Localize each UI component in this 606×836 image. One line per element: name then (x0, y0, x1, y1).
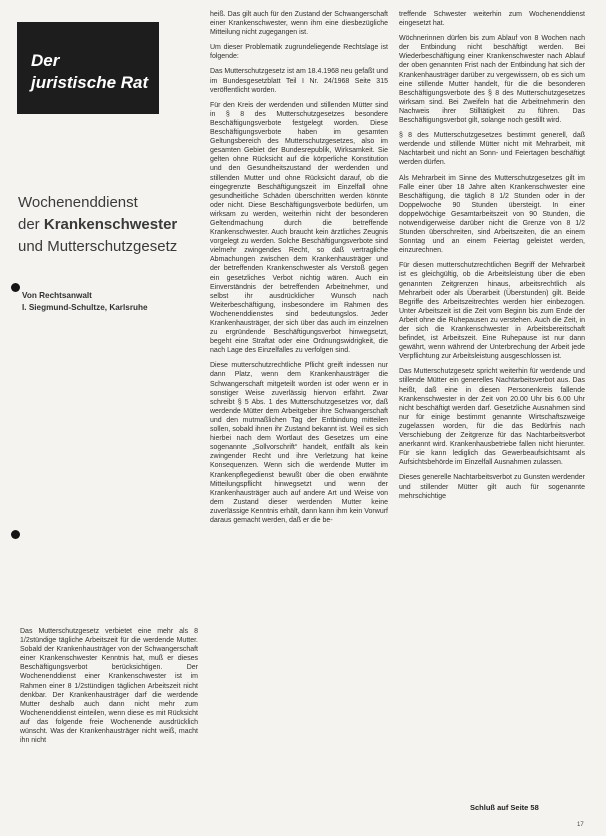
bullet-dot-top (11, 283, 20, 292)
paragraph: Das Mutterschutzgesetz ist am 18.4.1968 neu gefaßt und im Bundesgesetzblatt Teil I Nr. 24/1968 Seite 315 veröffentlicht worden. (210, 68, 388, 94)
banner-title (31, 50, 148, 94)
banner-line-1: Der (31, 51, 60, 70)
column-2 (210, 10, 388, 828)
author-line-2: I. Siegmund-Schultze, Karlsruhe (22, 303, 148, 312)
column-3 (399, 10, 585, 800)
paragraph: Als Mehrarbeit im Sinne des Mutterschutzgesetzes gilt im Falle einer über 18 Jahre alten Krankenschwester eine Beschäftigung, die täglich 8 1/2 Stunden oder in der Doppelwoche 90 Stunden übersteigt. In einer doppelwöchige Gesamtarbeitszeit von 90 Stunden, die notwendigerweise darüber nicht die Grenze von 8 1/2 Stunden überschreiten, sind Arbeitszeiten, die an einem Sonntag und an einem Feiertag geleistet werden, einzurechnen. (399, 174, 585, 255)
headline-line-2 (18, 214, 196, 236)
author-byline (22, 290, 202, 314)
paragraph: Dieses generelle Nachtarbeitsverbot zu Gunsten werdender und stillender Mütter gilt auch für sogenannte mehrschichtige (399, 474, 585, 500)
author-line-1: Von Rechtsanwalt (22, 291, 92, 300)
article-headline (18, 192, 196, 258)
column-1 (20, 627, 198, 827)
paragraph: Diese mutterschutzrechtliche Pflicht greift indessen nur dann Platz, wenn dem Krankenhausträger die Schwangerschaft mitgeteilt worden ist oder wenn er in sonstiger Weise zuverlässig hiervon erfährt. Zwar schreibt § 5 Abs. 1 des Mutterschutzgesetzes vor, daß werdende Mütter dem Arbeitgeber ihre Schwangerschaft und den mutmaßlichen Tag der Entbindung mitteilen sollen, sobald ihnen ihr Zustand bekannt ist. Weil es sich hierbei nach dem Wortlaut des Gesetzes um eine sogenannte „Sollvorschrift“ handelt, entfällt als kein zwingender Recht und ihre Verletzung hat keine Konsequenzen. Wenn sich die werdende Mutter im Krankenpflegedienst bewußt über die oben erwähnte Mitteilungspflicht hinwegsetzt und wenn der Krankenhausträger auch auf andere Art und Weise von dem Zustand dieser werdenden Mutter keine zuverlässige Kenntnis erhält, dann kann ihm kein Vorwurf daraus gemacht werden, daß er die be- (210, 362, 388, 524)
banner-line-2: juristische Rat (31, 73, 149, 92)
headline-line-2-prefix: der (18, 216, 44, 233)
headline-line-2-bold: Krankenschwester (43, 216, 178, 233)
paragraph: Für diesen mutterschutzrechtlichen Begriff der Mehrarbeit ist es gleichgültig, ob die Arbeitsleistung über die eben genannten Zeitgrenzen hinaus, arbeitsrechtlich als Mehrarbeit oder als Überarbeit (Überstunden) gilt. Beide Begriffe des Arbeitszeitrechtes werden hier einbezogen. Unter Arbeitszeit ist die Zeit vom Beginn bis zum Ende der Arbeit ohne die Ruhepausen zu verstehen. Auch die Zeit, in der sich die Krankenschwester in Arbeitsbereitschaft befindet, ist Arbeitszeit. Eine Ruhepause ist nur dann gewährt, wenn während der Unterbrechung der Arbeit jede Verpflichtung zur Arbeitsleistung ausgeschlossen ist. (399, 262, 585, 361)
page-number: 17 (577, 822, 584, 828)
headline-line-3: und Mutterschutzgesetz (18, 238, 178, 255)
section-banner (17, 22, 159, 114)
paragraph: Für den Kreis der werdenden und stillenden Mütter sind in § 8 des Mutterschutzgesetzes besondere Beschäftigungsverbote festgelegt worden. Diese Beschäftigungsverbote haben im gesamten Geltungsbereich des Mutterschutzgesetzes, also im gesamten Gebiet der Bundesrepublik, Wirksamkeit. Sie gelten ohne Rücksicht auf die körperliche Konstitution und den Gesundheitszustand der werdenden und stillenden Mutter und ohne Rücksicht darauf, ob die eingegrenzte Beschäftigungszeit im Einzelfall ohne gesundheitliche Schäden überschritten werden könnte oder nicht. Diese Beschäftigungsverbote bedürfen, um wirksam zu werden, weiterhin nicht der besonderen Geltendmachung durch die betreffende Krankenschwester. Auch braucht kein ärztliches Zeugnis vorgelegt zu werden. Solche Beschäftigungsverbote sind vielmehr zwingendes Recht, so daß vertragliche Abmachungen zwischen dem Krankenhausträger und der betreffenden Krankenschwester als Verstoß gegen ein gesetzliches Verbot nichtig wären. Auch ein Einverständnis der betreffenden Arbeitnehmer, und selbst ihr ausdrücklicher Wunsch nach Weiterbeschäftigung, insbesondere im Rahmen des Wochenenddienstes sind bedeutungslos. Jeder Krankenhausträger, der sich über das auch im einzelnen zu ergründende Beschäftigungsverbot hinwegsetzt, begeht eine Straftat oder eine Ordnungswidrigkeit, die nach Lage des Einzelfalles zu verfolgen sind. (210, 101, 388, 355)
paragraph: Das Mutterschutzgesetz verbietet eine mehr als 8 1/2stündige tägliche Arbeitszeit für die werdende Mutter. Sobald der Krankenhausträger von der Schwangerschaft einer Krankenschwester Kenntnis hat, muß er dieses Beschäftigungsverbot berücksichtigen. Der Wochenenddienst einer Krankenschwester ist im Rahmen einer 8 1/2stündigen täglichen Arbeitszeit nicht denkbar. Der Krankenhausträger darf die werdende Mutter deshalb auch dann nicht mehr zum Wochenenddienst einteilen, wenn diese es mit Rücksicht auf das folgende freie Wochenende ausdrücklich wünscht. Was der Krankenhausträger nicht weiß, macht ihn nicht (20, 628, 198, 745)
continued-note: Schluß auf Seite 58 (470, 803, 539, 812)
paragraph: § 8 des Mutterschutzgesetzes bestimmt generell, daß werdende und stillende Mütter nicht mit Mehrarbeit, mit Nachtarbeit und nicht an Sonn- und Feiertagen beschäftigt werden dürfen. (399, 132, 585, 167)
paragraph: Wöchnerinnen dürfen bis zum Ablauf von 8 Wochen nach der Entbindung nicht beschäftigt werden. Bei Wiederbeschäftigung einer Krankenschwester nach Ablauf der oben genannten Frist nach der Entbindung hat sich der Krankenhausträger darüber zu vergewissern, ob es sich um eine stillende Mutter handelt, für die die besonderen Beschäftigungsverbote des § 8 des Mutterschutzgesetzes wirksam sind. Bei Zweifeln hat die Arbeitnehmerin den Nachweis ihrer Stilltätigkeit zu führen. Das Beschäftigungsverbot gilt, solange noch gestillt wird. (399, 35, 585, 125)
paragraph: Um dieser Problematik zugrundeliegende Rechtslage ist folgende: (210, 44, 388, 61)
headline-line-1: Wochenenddienst (18, 194, 138, 211)
paragraph: heiß. Das gilt auch für den Zustand der Schwangerschaft einer Krankenschwester, wenn ihm eine diesbezügliche Mitteilung nicht zugegangen ist. (210, 11, 388, 37)
paragraph: treffende Schwester weiterhin zum Wochenenddienst eingesetzt hat. (399, 11, 585, 28)
paragraph: Das Mutterschutzgesetz spricht weiterhin für werdende und stillende Mütter ein generelles Nachtarbeitsverbot aus. Das heißt, daß eine in diesen Personenkreis fallende Krankenschwester in der Zeit von 20.00 Uhr bis 6.00 Uhr nicht beschäftigt werden darf. Gesetzliche Ausnahmen sind nur für einige bestimmt genannte Wirtschaftszweige zugelassen worden, für die das Bedürfnis nach Verschiebung der Zeitgrenze für das Nachtarbeitsverbot anerkannt wird. Krankenhausbetriebe fallen nicht hierunter. Für sie kann lediglich das Gewerbeaufsichtsamt als Aufsichtsbehörde im Einzelfall Ausnahmen zulassen. (399, 368, 585, 467)
bullet-dot-bottom (11, 530, 20, 539)
